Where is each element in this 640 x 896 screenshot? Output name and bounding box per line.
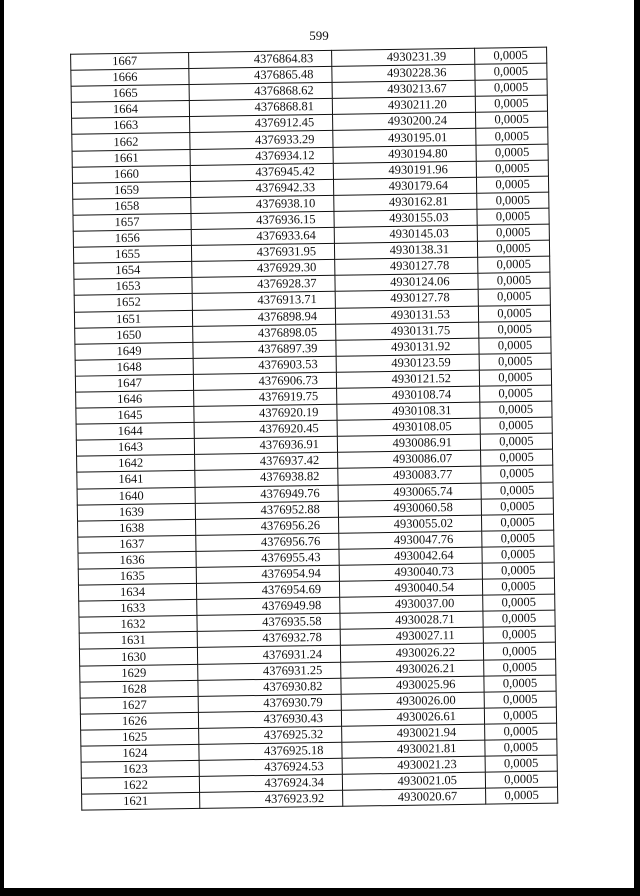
point-number-cell: 1643 <box>76 439 194 457</box>
x-coordinate-cell: 4376938.82 <box>195 469 338 487</box>
y-coordinate-cell: 4930200.24 <box>333 113 476 131</box>
x-coordinate-cell: 4376938.10 <box>191 195 334 213</box>
error-cell: 0,0005 <box>483 626 555 643</box>
y-coordinate-cell: 4930027.11 <box>340 628 483 646</box>
y-coordinate-cell: 4930021.23 <box>342 756 485 774</box>
y-coordinate-cell: 4930021.05 <box>342 772 485 790</box>
y-coordinate-cell: 4930021.94 <box>342 724 485 742</box>
point-number-cell: 1638 <box>78 519 196 537</box>
x-coordinate-cell: 4376942.33 <box>190 179 333 197</box>
point-number-cell: 1648 <box>75 358 193 376</box>
error-cell: 0,0005 <box>479 321 551 338</box>
y-coordinate-cell: 4930123.59 <box>336 354 479 372</box>
point-number-cell: 1653 <box>74 278 192 296</box>
document-page <box>4 0 634 888</box>
x-coordinate-cell: 4376930.82 <box>198 678 341 696</box>
point-number-cell: 1661 <box>72 149 190 167</box>
x-coordinate-cell: 4376933.64 <box>191 227 334 245</box>
error-cell: 0,0005 <box>477 192 549 209</box>
error-cell: 0,0005 <box>479 337 551 354</box>
error-cell: 0,0005 <box>482 562 554 579</box>
x-coordinate-cell: 4376868.81 <box>189 99 332 117</box>
y-coordinate-cell: 4930060.58 <box>338 499 481 517</box>
point-number-cell: 1636 <box>78 551 196 569</box>
point-number-cell: 1652 <box>74 294 192 312</box>
y-coordinate-cell: 4930213.67 <box>332 80 475 98</box>
y-coordinate-cell: 4930121.52 <box>336 370 479 388</box>
y-coordinate-cell: 4930194.80 <box>333 145 476 163</box>
error-cell: 0,0005 <box>475 79 547 96</box>
y-coordinate-cell: 4930086.91 <box>337 434 480 452</box>
point-number-cell: 1644 <box>76 423 194 441</box>
x-coordinate-cell: 4376865.48 <box>189 66 332 84</box>
x-coordinate-cell: 4376868.62 <box>189 83 332 101</box>
error-cell: 0,0005 <box>482 578 554 595</box>
y-coordinate-cell: 4930108.05 <box>337 418 480 436</box>
x-coordinate-cell: 4376952.88 <box>195 501 338 519</box>
page-number: 599 <box>309 28 329 43</box>
error-cell: 0,0005 <box>480 385 552 402</box>
error-cell: 0,0005 <box>477 208 549 225</box>
error-cell: 0,0005 <box>482 546 554 563</box>
point-number-cell: 1628 <box>80 680 198 698</box>
y-coordinate-cell: 4930127.78 <box>335 290 478 308</box>
y-coordinate-cell: 4930124.06 <box>335 274 478 292</box>
error-cell: 0,0005 <box>484 691 556 708</box>
error-cell: 0,0005 <box>476 176 548 193</box>
error-cell: 0,0005 <box>480 401 552 418</box>
x-coordinate-cell: 4376906.73 <box>193 372 336 390</box>
point-number-cell: 1662 <box>72 133 190 151</box>
point-number-cell: 1630 <box>79 648 197 666</box>
x-coordinate-cell: 4376898.94 <box>192 308 335 326</box>
point-number-cell: 1649 <box>75 342 193 360</box>
point-number-cell: 1634 <box>78 584 196 602</box>
error-cell: 0,0005 <box>481 498 553 515</box>
coordinates-table <box>70 47 558 811</box>
y-coordinate-cell: 4930026.22 <box>340 644 483 662</box>
error-cell: 0,0005 <box>478 289 550 306</box>
x-coordinate-cell: 4376924.53 <box>199 758 342 776</box>
error-cell: 0,0005 <box>479 353 551 370</box>
y-coordinate-cell: 4930042.64 <box>339 547 482 565</box>
point-number-cell: 1660 <box>72 165 190 183</box>
y-coordinate-cell: 4930021.81 <box>342 740 485 758</box>
point-number-cell: 1667 <box>71 52 189 70</box>
point-number-cell: 1622 <box>81 777 199 795</box>
x-coordinate-cell: 4376936.15 <box>191 211 334 229</box>
error-cell: 0,0005 <box>478 272 550 289</box>
x-coordinate-cell: 4376898.05 <box>193 324 336 342</box>
point-number-cell: 1645 <box>76 406 194 424</box>
x-coordinate-cell: 4376936.91 <box>194 437 337 455</box>
x-coordinate-cell: 4376924.34 <box>199 774 342 792</box>
x-coordinate-cell: 4376931.25 <box>198 662 341 680</box>
point-number-cell: 1639 <box>77 503 195 521</box>
x-coordinate-cell: 4376933.29 <box>190 131 333 149</box>
y-coordinate-cell: 4930055.02 <box>338 515 481 533</box>
point-number-cell: 1632 <box>79 616 197 634</box>
point-number-cell: 1621 <box>82 793 200 811</box>
y-coordinate-cell: 4930108.31 <box>337 402 480 420</box>
point-number-cell: 1629 <box>80 664 198 682</box>
x-coordinate-cell: 4376864.83 <box>189 50 332 68</box>
error-cell: 0,0005 <box>477 224 549 241</box>
x-coordinate-cell: 4376956.26 <box>196 517 339 535</box>
y-coordinate-cell: 4930131.53 <box>335 306 478 324</box>
point-number-cell: 1666 <box>71 69 189 87</box>
x-coordinate-cell: 4376934.12 <box>190 147 333 165</box>
point-number-cell: 1658 <box>73 197 191 215</box>
error-cell: 0,0005 <box>484 707 556 724</box>
x-coordinate-cell: 4376925.32 <box>199 726 342 744</box>
y-coordinate-cell: 4930108.74 <box>337 386 480 404</box>
error-cell: 0,0005 <box>483 594 555 611</box>
x-coordinate-cell: 4376903.53 <box>193 356 336 374</box>
y-coordinate-cell: 4930211.20 <box>332 96 475 114</box>
y-coordinate-cell: 4930026.21 <box>341 660 484 678</box>
error-cell: 0,0005 <box>480 433 552 450</box>
y-coordinate-cell: 4930179.64 <box>333 177 476 195</box>
y-coordinate-cell: 4930228.36 <box>332 64 475 82</box>
error-cell: 0,0005 <box>475 95 547 112</box>
y-coordinate-cell: 4930086.07 <box>338 451 481 469</box>
error-cell: 0,0005 <box>476 128 548 145</box>
error-cell: 0,0005 <box>480 417 552 434</box>
y-coordinate-cell: 4930083.77 <box>338 467 481 485</box>
point-number-cell: 1654 <box>74 262 192 280</box>
y-coordinate-cell: 4930020.67 <box>343 788 486 806</box>
point-number-cell: 1647 <box>75 374 193 392</box>
y-coordinate-cell: 4930195.01 <box>333 129 476 147</box>
point-number-cell: 1655 <box>73 246 191 264</box>
x-coordinate-cell: 4376931.24 <box>197 646 340 664</box>
x-coordinate-cell: 4376923.92 <box>200 791 343 809</box>
point-number-cell: 1637 <box>78 535 196 553</box>
error-cell: 0,0005 <box>476 160 548 177</box>
y-coordinate-cell: 4930037.00 <box>340 595 483 613</box>
y-coordinate-cell: 4930191.96 <box>333 161 476 179</box>
x-coordinate-cell: 4376931.95 <box>191 243 334 261</box>
error-cell: 0,0005 <box>477 240 549 257</box>
x-coordinate-cell: 4376937.42 <box>195 453 338 471</box>
error-cell: 0,0005 <box>479 369 551 386</box>
x-coordinate-cell: 4376955.43 <box>196 549 339 567</box>
point-number-cell: 1656 <box>73 229 191 247</box>
x-coordinate-cell: 4376956.76 <box>196 533 339 551</box>
x-coordinate-cell: 4376897.39 <box>193 340 336 358</box>
y-coordinate-cell: 4930131.92 <box>336 338 479 356</box>
error-cell: 0,0005 <box>478 256 550 273</box>
error-cell: 0,0005 <box>485 771 557 788</box>
point-number-cell: 1664 <box>71 101 189 119</box>
x-coordinate-cell: 4376920.19 <box>194 404 337 422</box>
error-cell: 0,0005 <box>483 610 555 627</box>
y-coordinate-cell: 4930155.03 <box>334 209 477 227</box>
x-coordinate-cell: 4376935.58 <box>197 614 340 632</box>
point-number-cell: 1650 <box>75 326 193 344</box>
y-coordinate-cell: 4930138.31 <box>334 241 477 259</box>
y-coordinate-cell: 4930145.03 <box>334 225 477 243</box>
coordinates-table-body <box>71 47 558 810</box>
error-cell: 0,0005 <box>478 305 550 322</box>
x-coordinate-cell: 4376912.45 <box>190 115 333 133</box>
x-coordinate-cell: 4376954.94 <box>196 565 339 583</box>
y-coordinate-cell: 4930065.74 <box>338 483 481 501</box>
x-coordinate-cell: 4376945.42 <box>190 163 333 181</box>
x-coordinate-cell: 4376929.30 <box>192 260 335 278</box>
point-number-cell: 1623 <box>81 761 199 779</box>
error-cell: 0,0005 <box>483 643 555 660</box>
y-coordinate-cell: 4930028.71 <box>340 611 483 629</box>
y-coordinate-cell: 4930131.75 <box>336 322 479 340</box>
point-number-cell: 1651 <box>74 310 192 328</box>
point-number-cell: 1646 <box>76 390 194 408</box>
x-coordinate-cell: 4376954.69 <box>196 581 339 599</box>
error-cell: 0,0005 <box>481 514 553 531</box>
point-number-cell: 1641 <box>77 471 195 489</box>
point-number-cell: 1663 <box>72 117 190 135</box>
point-number-cell: 1665 <box>71 85 189 103</box>
y-coordinate-cell: 4930025.96 <box>341 676 484 694</box>
x-coordinate-cell: 4376913.71 <box>192 292 335 310</box>
point-number-cell: 1635 <box>78 567 196 585</box>
point-number-cell: 1626 <box>80 712 198 730</box>
point-number-cell: 1627 <box>80 696 198 714</box>
error-cell: 0,0005 <box>481 482 553 499</box>
y-coordinate-cell: 4930162.81 <box>334 193 477 211</box>
x-coordinate-cell: 4376925.18 <box>199 742 342 760</box>
error-cell: 0,0005 <box>475 47 547 64</box>
y-coordinate-cell: 4930231.39 <box>332 48 475 66</box>
y-coordinate-cell: 4930047.76 <box>339 531 482 549</box>
point-number-cell: 1642 <box>77 455 195 473</box>
x-coordinate-cell: 4376920.45 <box>194 420 337 438</box>
error-cell: 0,0005 <box>482 530 554 547</box>
error-cell: 0,0005 <box>481 466 553 483</box>
y-coordinate-cell: 4930040.54 <box>339 579 482 597</box>
x-coordinate-cell: 4376949.76 <box>195 485 338 503</box>
x-coordinate-cell: 4376919.75 <box>194 388 337 406</box>
error-cell: 0,0005 <box>485 755 557 772</box>
error-cell: 0,0005 <box>475 63 547 80</box>
x-coordinate-cell: 4376932.78 <box>197 630 340 648</box>
error-cell: 0,0005 <box>476 112 548 129</box>
point-number-cell: 1633 <box>79 600 197 618</box>
error-cell: 0,0005 <box>476 144 548 161</box>
error-cell: 0,0005 <box>484 675 556 692</box>
error-cell: 0,0005 <box>485 739 557 756</box>
x-coordinate-cell: 4376928.37 <box>192 276 335 294</box>
point-number-cell: 1631 <box>79 632 197 650</box>
error-cell: 0,0005 <box>484 659 556 676</box>
point-number-cell: 1625 <box>81 728 199 746</box>
x-coordinate-cell: 4376930.79 <box>198 694 341 712</box>
point-number-cell: 1657 <box>73 213 191 231</box>
point-number-cell: 1624 <box>81 744 199 762</box>
error-cell: 0,0005 <box>481 449 553 466</box>
y-coordinate-cell: 4930026.00 <box>341 692 484 710</box>
y-coordinate-cell: 4930040.73 <box>339 563 482 581</box>
x-coordinate-cell: 4376949.98 <box>197 597 340 615</box>
y-coordinate-cell: 4930026.61 <box>341 708 484 726</box>
error-cell: 0,0005 <box>486 787 558 804</box>
error-cell: 0,0005 <box>485 723 557 740</box>
x-coordinate-cell: 4376930.43 <box>198 710 341 728</box>
point-number-cell: 1640 <box>77 487 195 505</box>
y-coordinate-cell: 4930127.78 <box>335 257 478 275</box>
point-number-cell: 1659 <box>73 181 191 199</box>
